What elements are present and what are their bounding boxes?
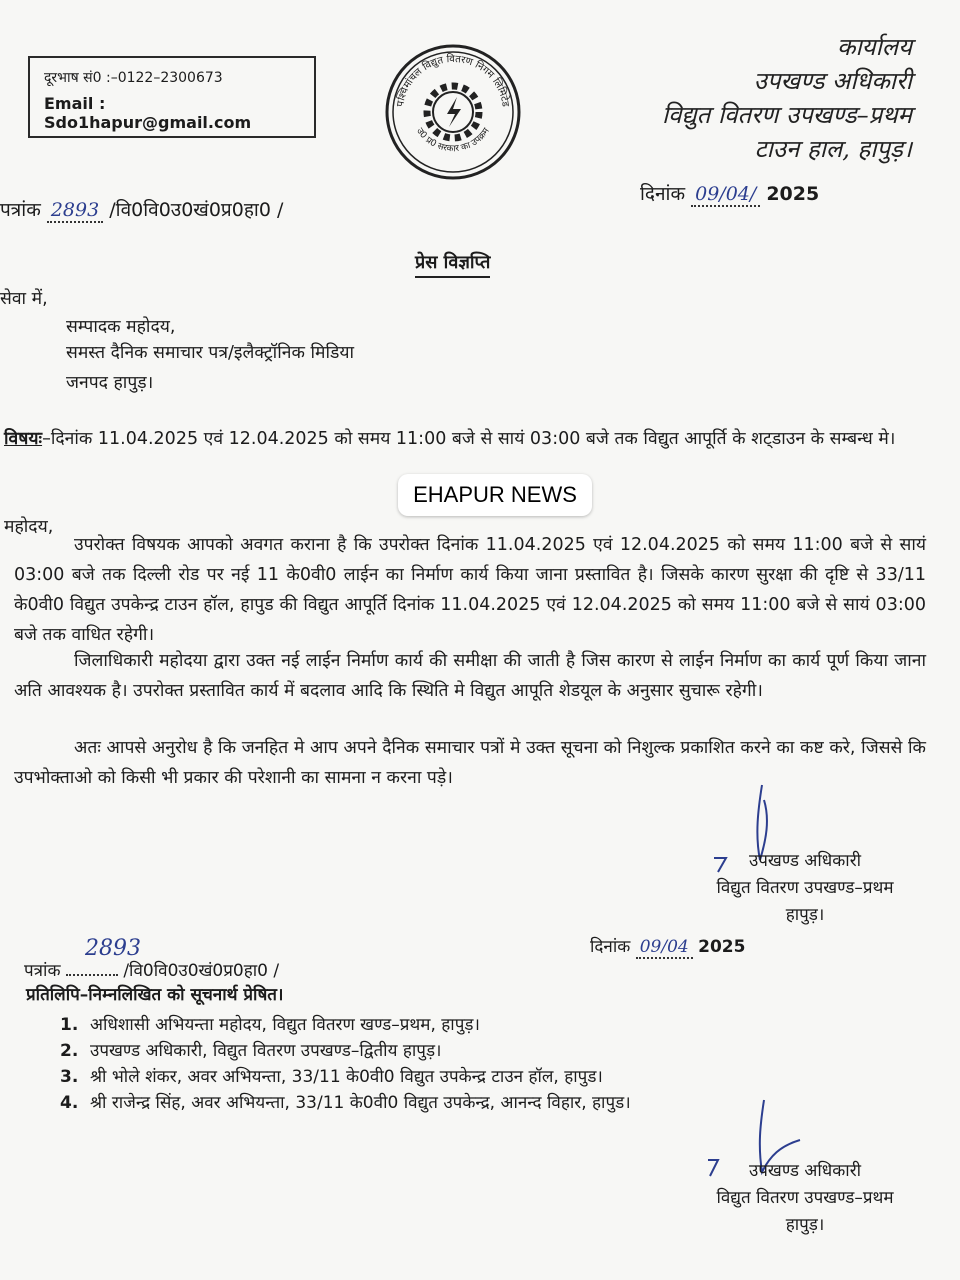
reference-2-label: पत्रांक	[24, 961, 61, 981]
sig1-designation: उपखण्ड अधिकारी	[748, 851, 862, 871]
company-seal-logo	[383, 42, 523, 182]
copy-list	[60, 1012, 631, 1116]
addressee-line-1: सेवा में,	[0, 289, 48, 309]
list-item: 1. अधिशासी अभियन्ता महोदय, विद्युत वितरण खण्ड–प्रथम, हापुड़।	[60, 1015, 480, 1035]
addressee-line-3: समस्त दैनिक समाचार पत्र/इलैक्ट्रॉनिक मिडिया	[66, 343, 355, 363]
addressee-line-4: जनपद हापुड़।	[66, 373, 154, 393]
reference-2-line	[24, 958, 279, 981]
list-item: 2. उपखण्ड अधिकारी, विद्युत वितरण उपखण्ड–द्वितीय हापुड़।	[60, 1041, 442, 1061]
reference-number: 2893	[47, 199, 103, 223]
sig1-office: विद्युत वितरण उपखण्ड–प्रथम	[716, 878, 894, 898]
date-handwritten: 09/04/	[691, 183, 760, 207]
reference-2-date	[590, 934, 745, 959]
paragraph-2: जिलाधिकारी महोदया द्वारा उक्त नई लाईन निर्माण कार्य की समीक्षा की जाती है जिस कारण से लाईन निर्माण का कार्य पूर्ण किया जाना अति आवश्यक है। उपरोक्त प्रस्तावित कार्य में बदलाव आदि कि स्थिति मे विद्युत आपूति शेडयूल के अनुसार सुचारू रहेगी।	[14, 651, 926, 701]
subject-label: विषयः	[4, 429, 43, 449]
signature-block-1	[690, 848, 920, 929]
gear-icon	[427, 86, 479, 138]
contact-box	[28, 56, 316, 138]
watermark-badge: EHAPUR NEWS	[398, 474, 592, 516]
office-header	[662, 30, 912, 166]
copy-heading: प्रतिलिपि–निम्नलिखित को सूचनार्थ प्रेषित।	[26, 985, 284, 1005]
reference-suffix: /वि0वि0उ0खं0प्र0हा0 /	[109, 199, 284, 221]
reference-label: पत्रांक	[0, 199, 41, 221]
list-item: 4. श्री राजेन्द्र सिंह, अवर अभियन्ता, 33/11 के0वी0 विद्युत उपकेन्द्र, आनन्द विहार, हापुड।	[60, 1093, 631, 1113]
svg-text:उ0 प्र0 सरकार का उपक्रम: उ0 प्र0 सरकार का उपक्रम	[414, 126, 492, 155]
sig2-office: विद्युत वितरण उपखण्ड–प्रथम	[716, 1188, 894, 1208]
addressee-line-2: सम्पादक महोदय,	[66, 317, 176, 337]
office-line-1: कार्यालय	[837, 33, 912, 61]
subject-text: –दिनांक 11.04.2025 एवं 12.04.2025 को समय 11:00 बजे से सायं 03:00 बजे तक विद्युत आपूर्ति के शट्डाउन के सम्बन्ध मे।	[42, 429, 896, 449]
reference-2-suffix: /वि0वि0उ0खं0प्र0हा0 /	[123, 961, 280, 981]
reference-2-handwritten: 2893	[85, 936, 141, 961]
date-2-label: दिनांक	[590, 937, 631, 957]
sig2-place: हापुड़।	[785, 1215, 825, 1235]
subject	[4, 424, 924, 454]
paragraph-3: अतः आपसे अनुरोध है कि जनहित मे आप अपने दैनिक समाचार पत्रों मे उक्त सूचना को निशुल्क प्रकाशित करने का कष्ट करे, जिससे कि उपभोक्ताओ को किसी भी प्रकार की परेशानी का सामना न करना पड़े।	[14, 738, 926, 788]
svg-text:पश्चिमांचल विद्युत वितरण निगम: पश्चिमांचल विद्युत वितरण निगम लिमिटेड	[395, 53, 511, 108]
press-release-heading: प्रेस विज्ञप्ति	[415, 250, 490, 278]
date-label: दिनांक	[640, 183, 686, 205]
signature-block-2	[690, 1158, 920, 1239]
contact-phone: दूरभाष सं0 :–0122–2300673	[44, 70, 223, 86]
office-line-2: उपखण्ड अधिकारी	[753, 67, 912, 95]
reference-date	[640, 180, 819, 207]
date-2-handwritten: 09/04	[636, 937, 693, 959]
sig2-designation: उपखण्ड अधिकारी	[748, 1161, 862, 1181]
office-line-4: टाउन हाल, हापुड़।	[754, 135, 912, 163]
sig1-place: हापुड़।	[785, 905, 825, 925]
paragraph-1: उपरोक्त विषयक आपको अवगत कराना है कि उपरोक्त दिनांक 11.04.2025 एवं 12.04.2025 को समय 11:00 बजे से सायं 03:00 बजे तक दिल्ली रोड पर नई 11 के0वी0 लाईन का निर्माण कार्य किया जाना प्रस्तावित है। जिसके कारण सुरक्षा की दृष्टि से 33/11 के0वी0 विद्युत उपकेन्द्र टाउन हॉल, हापुड की विद्युत आपूर्ति दिनांक 11.04.2025 एवं 12.04.2025 को समय 11:00 बजे से सायं 03:00 बजे तक वाधित रहेगी।	[14, 535, 926, 645]
list-item: 3. श्री भोले शंकर, अवर अभियन्ता, 33/11 के0वी0 विद्युत उपकेन्द्र टाउन हॉल, हापुड।	[60, 1067, 603, 1087]
date-year: 2025	[766, 183, 820, 205]
salutation: महोदय,	[4, 517, 54, 537]
contact-email: Email : Sdo1hapur@gmail.com	[44, 94, 252, 132]
reference-line	[0, 196, 283, 223]
date-2-year: 2025	[698, 937, 746, 957]
office-line-3: विद्युत वितरण उपखण्ड–प्रथम	[661, 101, 912, 129]
